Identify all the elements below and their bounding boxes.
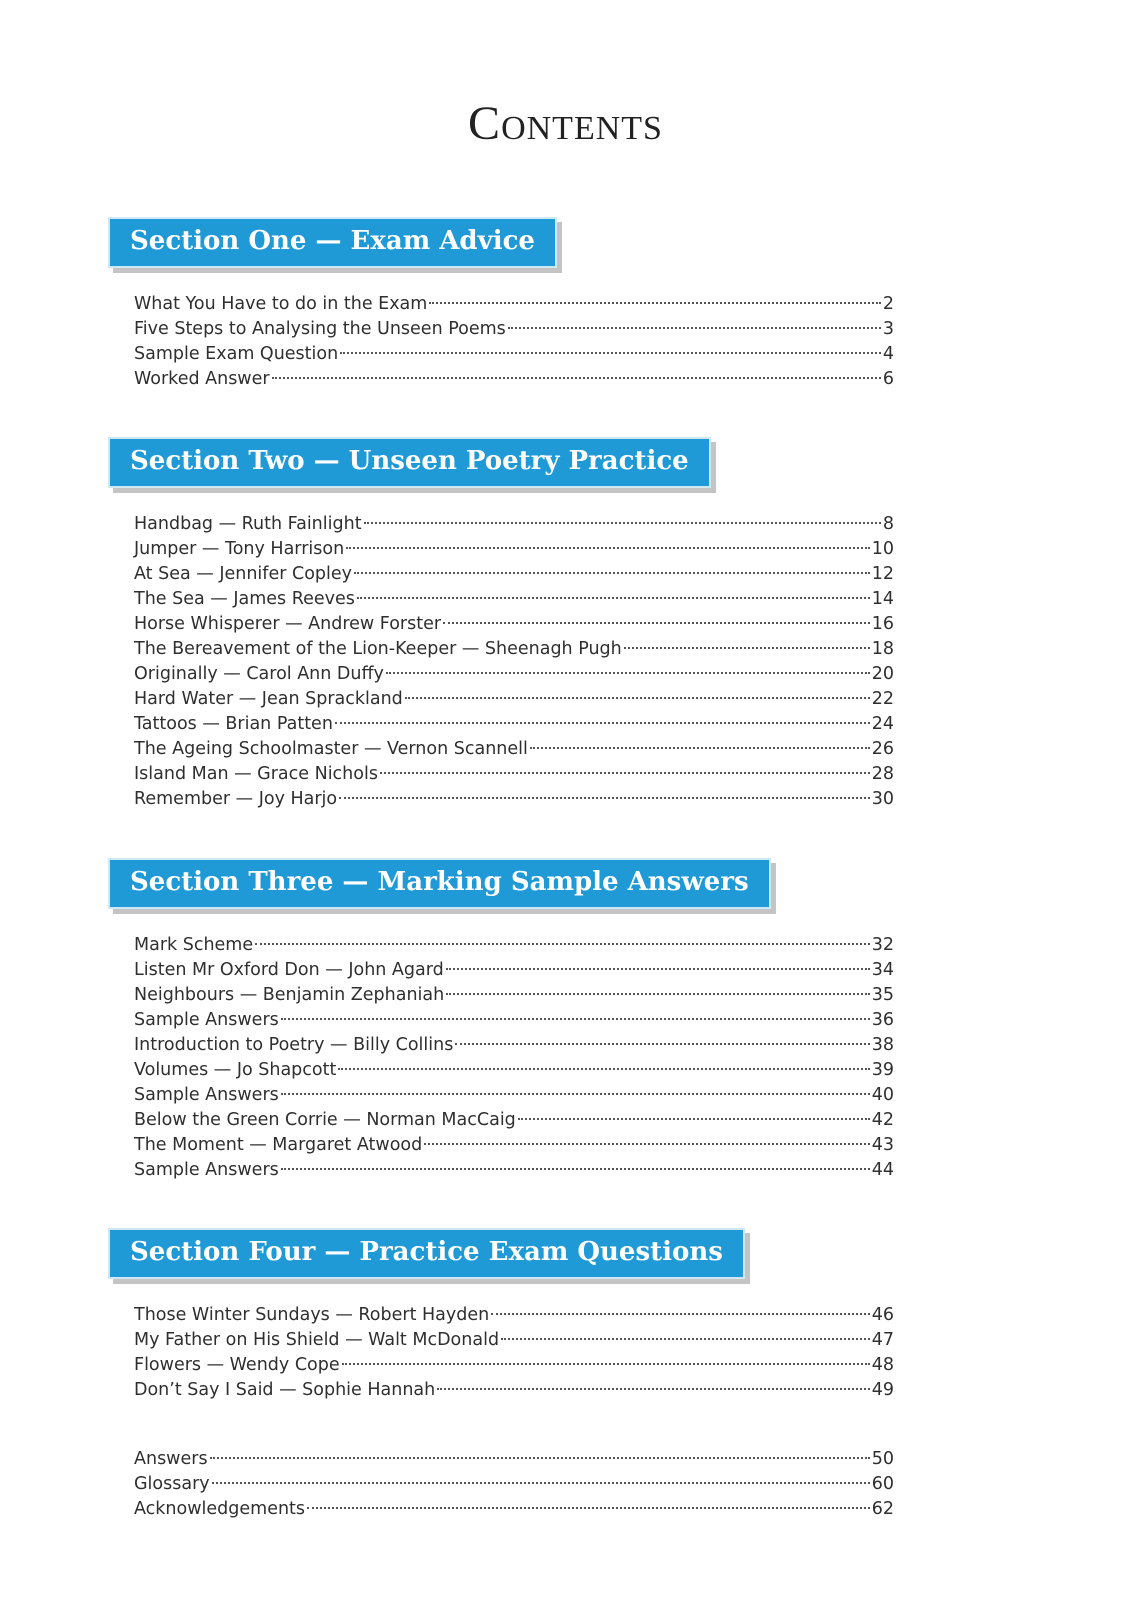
toc-entry[interactable] <box>134 712 894 737</box>
toc-entry[interactable] <box>134 537 894 562</box>
toc-entry[interactable] <box>134 1497 894 1522</box>
toc-entry-label: Horse Whisperer — Andrew Forster <box>134 614 442 634</box>
toc-entry-page: 38 <box>871 1035 894 1055</box>
toc-entry-page: 62 <box>871 1499 894 1519</box>
toc-entry-page: 34 <box>871 960 894 980</box>
toc-entry-page: 12 <box>871 564 894 584</box>
toc-entry-label: Below the Green Corrie — Norman MacCaig <box>134 1110 516 1130</box>
dot-leader <box>281 1018 870 1020</box>
section-heading: Section Two — Unseen Poetry Practice <box>108 437 711 488</box>
toc-entry-label: The Ageing Schoolmaster — Vernon Scannell <box>134 739 528 759</box>
toc-entry-page: 30 <box>871 789 894 809</box>
toc-entry-label: Acknowledgements <box>134 1499 306 1519</box>
dot-leader <box>530 747 870 749</box>
toc-entry-page: 46 <box>871 1305 894 1325</box>
toc-entry[interactable] <box>134 787 894 812</box>
section-heading: Section One — Exam Advice <box>108 217 557 268</box>
dot-leader <box>518 1118 870 1120</box>
toc-entry-label: Volumes — Jo Shapcott <box>134 1060 337 1080</box>
toc-entry[interactable] <box>134 342 894 367</box>
toc-entry[interactable] <box>134 1158 894 1183</box>
toc-entry-page: 60 <box>871 1474 894 1494</box>
dot-leader <box>508 327 881 329</box>
section-heading: Section Four — Practice Exam Questions <box>108 1228 745 1279</box>
dot-leader <box>354 572 870 574</box>
dot-leader <box>210 1457 870 1459</box>
toc-entry-page: 28 <box>871 764 894 784</box>
toc-entry-page: 44 <box>871 1160 894 1180</box>
dot-leader <box>339 797 870 799</box>
toc-entry-page: 42 <box>871 1110 894 1130</box>
toc-entry[interactable] <box>134 637 894 662</box>
toc-entry[interactable] <box>134 933 894 958</box>
toc-entry[interactable] <box>134 1472 894 1497</box>
toc-entry-page: 2 <box>882 294 894 314</box>
toc-entry[interactable] <box>134 587 894 612</box>
toc-entry-label: The Bereavement of the Lion-Keeper — Sheenagh Pugh <box>134 639 622 659</box>
toc-list <box>134 1303 894 1403</box>
section-heading: Section Three — Marking Sample Answers <box>108 858 771 909</box>
toc-entry-page: 32 <box>871 935 894 955</box>
dot-leader <box>380 772 870 774</box>
toc-entry-label: Don’t Say I Said — Sophie Hannah <box>134 1380 436 1400</box>
toc-entry[interactable] <box>134 687 894 712</box>
toc-entry-page: 20 <box>871 664 894 684</box>
toc-entry-page: 3 <box>882 319 894 339</box>
toc-entry-label: Introduction to Poetry — Billy Collins <box>134 1035 454 1055</box>
dot-leader <box>307 1507 870 1509</box>
toc-entry-label: Remember — Joy Harjo <box>134 789 338 809</box>
dot-leader <box>342 1363 870 1365</box>
toc-entry-label: Listen Mr Oxford Don — John Agard <box>134 960 444 980</box>
toc-entry-label: Handbag — Ruth Fainlight <box>134 514 362 534</box>
dot-leader <box>364 522 881 524</box>
toc-entry-label: Sample Exam Question <box>134 344 339 364</box>
toc-entry[interactable] <box>134 1303 894 1328</box>
toc-entry-page: 47 <box>871 1330 894 1350</box>
dot-leader <box>446 993 869 995</box>
toc-entry-label: Answers <box>134 1449 208 1469</box>
toc-entry[interactable] <box>134 762 894 787</box>
dot-leader <box>338 1068 869 1070</box>
toc-entry-label: The Moment — Margaret Atwood <box>134 1135 423 1155</box>
toc-entry-label: Sample Answers <box>134 1085 279 1105</box>
dot-leader <box>501 1338 870 1340</box>
toc-entry-page: 22 <box>871 689 894 709</box>
toc-entry[interactable] <box>134 1033 894 1058</box>
toc-entry[interactable] <box>134 1133 894 1158</box>
toc-entry[interactable] <box>134 1353 894 1378</box>
toc-list <box>134 933 894 1183</box>
section-four <box>108 1228 908 1403</box>
dot-leader <box>281 1093 870 1095</box>
toc-entry[interactable] <box>134 367 894 392</box>
toc-entry-label: Tattoos — Brian Patten <box>134 714 333 734</box>
toc-entry[interactable] <box>134 292 894 317</box>
section-two <box>108 437 908 812</box>
toc-entry[interactable] <box>134 1058 894 1083</box>
dot-leader <box>624 647 870 649</box>
dot-leader <box>491 1313 870 1315</box>
toc-entry-label: Mark Scheme <box>134 935 254 955</box>
toc-entry-label: Originally — Carol Ann Duffy <box>134 664 384 684</box>
toc-entry-label: At Sea — Jennifer Copley <box>134 564 352 584</box>
toc-entry-page: 14 <box>871 589 894 609</box>
dot-leader <box>424 1143 870 1145</box>
toc-entry-label: Neighbours — Benjamin Zephaniah <box>134 985 445 1005</box>
toc-entry[interactable] <box>134 1378 894 1403</box>
toc-entry-label: Jumper — Tony Harrison <box>134 539 345 559</box>
section-one <box>108 217 908 392</box>
dot-leader <box>386 672 870 674</box>
toc-entry-page: 49 <box>871 1380 894 1400</box>
toc-entry[interactable] <box>134 317 894 342</box>
toc-entry[interactable] <box>134 1328 894 1353</box>
toc-entry-page: 6 <box>882 369 894 389</box>
back-matter <box>108 1447 908 1522</box>
toc-entry-label: What You Have to do in the Exam <box>134 294 428 314</box>
toc-entry[interactable] <box>134 1008 894 1033</box>
toc-entry-label: Glossary <box>134 1474 210 1494</box>
toc-entry-label: Those Winter Sundays — Robert Hayden <box>134 1305 490 1325</box>
toc-entry-page: 10 <box>871 539 894 559</box>
toc-entry[interactable] <box>134 662 894 687</box>
dot-leader <box>255 943 870 945</box>
toc-entry[interactable] <box>134 737 894 762</box>
toc-entry-label: Worked Answer <box>134 369 270 389</box>
toc-entry-page: 16 <box>871 614 894 634</box>
toc-entry-page: 50 <box>871 1449 894 1469</box>
toc-entry-label: Island Man — Grace Nichols <box>134 764 378 784</box>
toc-entry[interactable] <box>134 512 894 537</box>
section-three <box>108 858 908 1183</box>
toc-entry-page: 24 <box>871 714 894 734</box>
toc-entry-label: Five Steps to Analysing the Unseen Poems <box>134 319 506 339</box>
toc-entry[interactable] <box>134 958 894 983</box>
dot-leader <box>455 1043 869 1045</box>
toc-entry-page: 35 <box>871 985 894 1005</box>
dot-leader <box>281 1168 870 1170</box>
dot-leader <box>446 968 870 970</box>
toc-entry-page: 26 <box>871 739 894 759</box>
toc-entry-page: 8 <box>882 514 894 534</box>
toc-entry-label: Hard Water — Jean Sprackland <box>134 689 403 709</box>
toc-entry-label: The Sea — James Reeves <box>134 589 355 609</box>
dot-leader <box>357 597 870 599</box>
toc-entry-page: 48 <box>871 1355 894 1375</box>
dot-leader <box>405 697 870 699</box>
dot-leader <box>429 302 881 304</box>
toc-entry-page: 40 <box>871 1085 894 1105</box>
toc-entry[interactable] <box>134 562 894 587</box>
toc-entry[interactable] <box>134 983 894 1008</box>
toc-entry[interactable] <box>134 1083 894 1108</box>
toc-entry-page: 18 <box>871 639 894 659</box>
toc-list <box>134 1447 894 1522</box>
toc-entry-label: Sample Answers <box>134 1160 279 1180</box>
dot-leader <box>437 1388 869 1390</box>
toc-entry-page: 39 <box>871 1060 894 1080</box>
toc-entry-page: 43 <box>871 1135 894 1155</box>
page-title: Contents <box>468 97 663 150</box>
toc-entry[interactable] <box>134 612 894 637</box>
dot-leader <box>272 377 881 379</box>
dot-leader <box>212 1482 870 1484</box>
toc-entry-page: 36 <box>871 1010 894 1030</box>
toc-entry[interactable] <box>134 1108 894 1133</box>
toc-entry-label: My Father on His Shield — Walt McDonald <box>134 1330 500 1350</box>
toc-list <box>134 512 894 812</box>
dot-leader <box>346 547 870 549</box>
toc-entry-label: Sample Answers <box>134 1010 279 1030</box>
toc-list <box>134 292 894 392</box>
dot-leader <box>335 722 870 724</box>
dot-leader <box>340 352 881 354</box>
dot-leader <box>443 622 870 624</box>
toc-entry-page: 4 <box>882 344 894 364</box>
toc-entry-label: Flowers — Wendy Cope <box>134 1355 340 1375</box>
toc-entry[interactable] <box>134 1447 894 1472</box>
